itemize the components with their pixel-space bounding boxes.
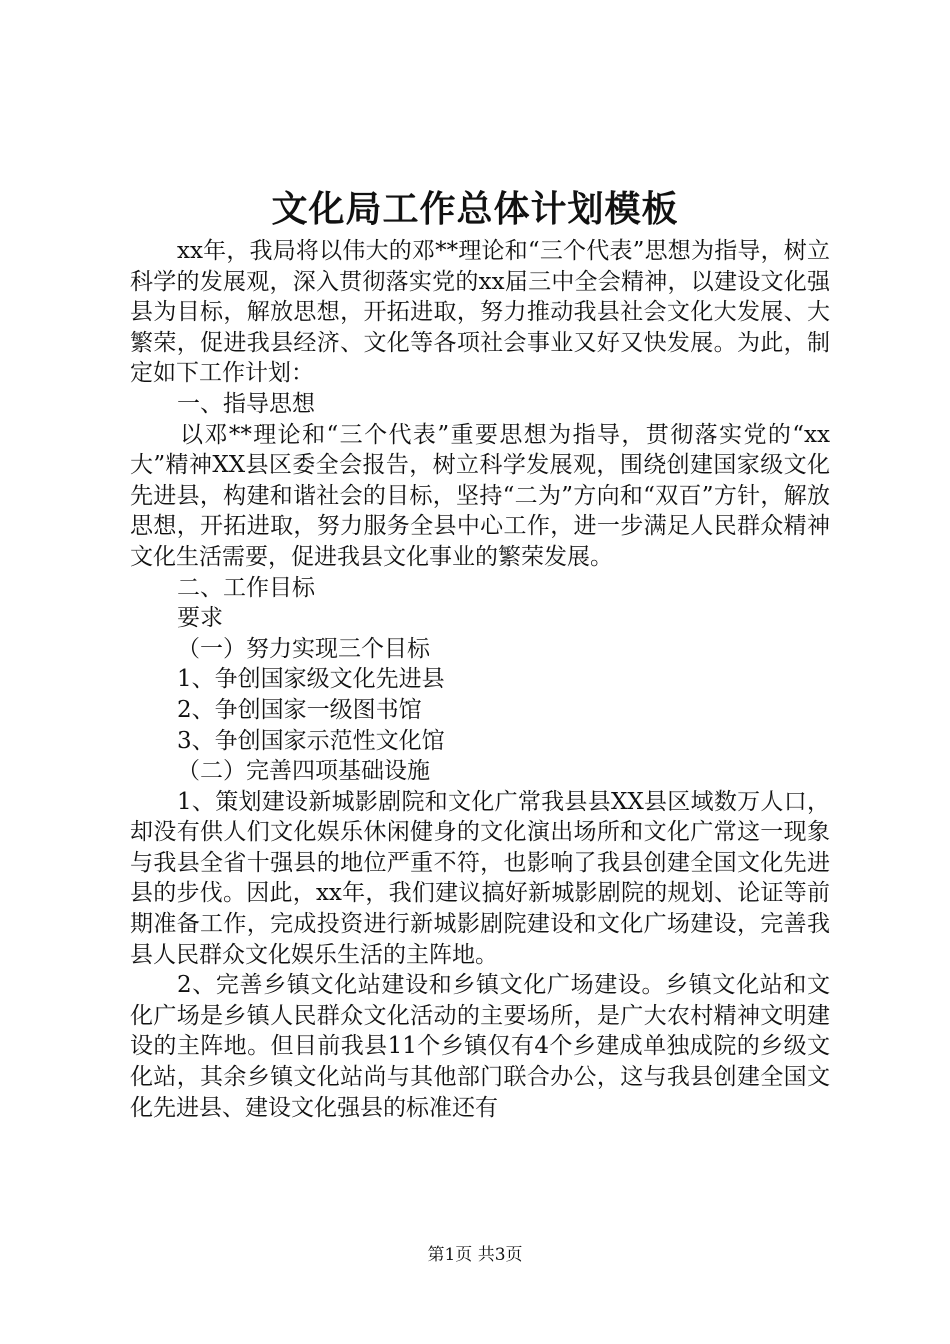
document-title: 文化局工作总体计划模板	[271, 188, 679, 230]
guiding-ideology-paragraph: 以邓**理论和“三个代表”重要思想为指导，贯彻落实党的“xx大”精神XX县区委全会报告，树立科学发展观，围绕创建国家级文化先进县，构建和谐社会的目标，坚持“二为”方向和“双百”方针，解放思想，开拓进取，努力服务全县中心工作，进一步满足人民群众精神文化生活需要，促进我县文化事业的繁荣发展。	[130, 421, 830, 570]
document-body	[130, 236, 830, 1123]
subsection-three-goals: （一）努力实现三个目标	[177, 635, 430, 662]
intro-paragraph: xx年，我局将以伟大的邓**理论和“三个代表”思想为指导，树立科学的发展观，深入贯彻落实党的xx届三中全会精神，以建设文化强县为目标，解放思想，开拓进取，努力推动我县社会文化大发展、大繁荣，促进我县经济、文化等各项社会事业又好又快发展。为此，制定如下工作计划：	[130, 238, 830, 387]
goal-item-3: 3、争创国家示范性文化馆	[177, 727, 445, 754]
requirements-label: 要求	[177, 605, 223, 632]
page-footer: 第1页 共3页	[427, 1245, 523, 1265]
goal-item-2: 2、争创国家一级图书馆	[177, 696, 422, 723]
goal-item-1: 1、争创国家级文化先进县	[177, 666, 445, 693]
facility-paragraph-2: 2、完善乡镇文化站建设和乡镇文化广场建设。乡镇文化站和文化广场是乡镇人民群众文化活动的主要场所，是广大农村精神文明建设的主阵地。但目前我县11个乡镇仅有4个乡建成单独成院的乡级文化站，其余乡镇文化站尚与其他部门联合办公，这与我县创建全国文化先进县、建设文化强县的标准还有	[130, 972, 830, 1121]
subsection-four-facilities: （二）完善四项基础设施	[177, 758, 430, 785]
section-heading-work-goals: 二、工作目标	[177, 574, 315, 601]
facility-paragraph-1: 1、策划建设新城影剧院和文化广常我县县XX县区域数万人口，却没有供人们文化娱乐休闲健身的文化演出场所和文化广常这一现象与我县全省十强县的地位严重不符，也影响了我县创建全国文化先进县的步伐。因此，xx年，我们建议搞好新城影剧院的规划、论证等前期准备工作，完成投资进行新城影剧院建设和文化广场建设，完善我县人民群众文化娱乐生活的主阵地。	[130, 788, 830, 968]
section-heading-guiding-ideology: 一、指导思想	[177, 390, 315, 417]
